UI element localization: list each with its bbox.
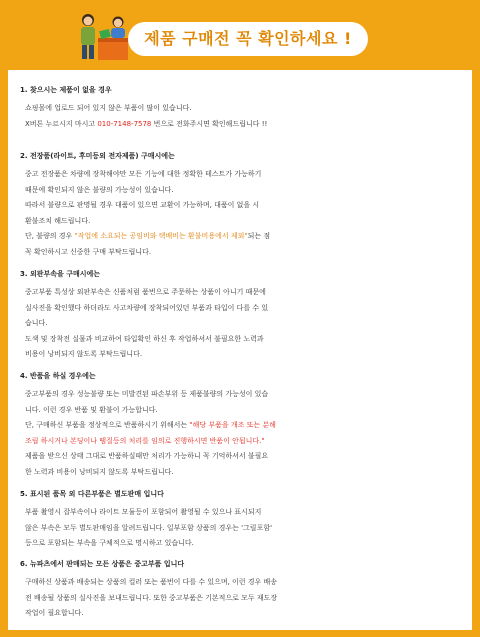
section-body [20, 575, 470, 622]
body-line: 중고부품의 경우 성능불량 또는 미발견된 파손부위 등 제품불량의 가능성이 있습 [25, 390, 269, 398]
section-body [20, 167, 470, 260]
body-text: 단, 구매하신 부품을 정상적으로 반품하시기 위해서는 [25, 421, 190, 429]
body-line: 않은 부속은 모두 별도판매임을 알려드립니다. 일부포함 상품의 경우는 '그릴포함' [25, 523, 273, 532]
body-line: 등으로 포함되는 부속을 구체적으로 명시하고 있습니다. [25, 539, 194, 547]
body-line [25, 229, 470, 245]
section-body [20, 505, 470, 552]
body-line: 때문에 확인되지 않은 불량의 가능성이 있습니다. [25, 185, 174, 194]
section-electrical-parts [20, 148, 470, 260]
body-line: 중고 전장품은 차량에 장착해야만 모든 기능에 대한 정확한 테스트가 가능하기 [25, 170, 262, 178]
section-exterior-parts [20, 266, 470, 363]
body-line: 구매하신 상품과 배송되는 상품의 컬러 또는 품번이 다를 수 있으며, 이런 경우 배송 [25, 578, 278, 586]
body-line: 비용이 낭비되지 않도록 부탁드립니다. [25, 350, 143, 358]
section-title: 4. 반품을 하실 경우에는 [20, 372, 96, 380]
shopper-at-counter-icon [74, 8, 134, 64]
section-body [20, 387, 470, 480]
notice-card [8, 70, 472, 630]
section-title: 6. 뉴파츠에서 판매되는 모든 상품은 중고부품 입니다 [20, 560, 185, 568]
body-text: 번으로 전화주시면 확인해드립니다 !! [151, 119, 268, 128]
body-line: 쇼핑몰에 업로드 되어 있지 않은 부품이 많이 있습니다. [25, 104, 192, 112]
body-line [25, 117, 470, 133]
section-used-parts [20, 556, 470, 622]
header [0, 0, 480, 68]
highlight-text: "작업에 소요되는 공임비와 택배비는 환불비용에서 제외" [74, 232, 248, 240]
page-title: 제품 구매전 꼭 확인하세요 ! [144, 29, 352, 48]
section-body [20, 101, 470, 132]
body-line: 부품 촬영시 잡부속이나 라이트 모듈등이 포함되어 촬영될 수 있으나 표시되지 [25, 508, 262, 516]
section-title: 3. 외판부속을 구매시에는 [20, 270, 101, 278]
body-line: 중고부품 특성상 외판부속은 신품처럼 품번으로 주문하는 상품이 아니기 때문에 [25, 288, 266, 296]
body-line: 따라서 불량으로 판명될 경우 대품이 있으면 교환이 가능하며, 대품이 없을 시 [25, 201, 260, 209]
body-line: 습니다. [25, 319, 48, 327]
body-line: 실사진을 확인했다 하더라도 사고차량에 장착되어있던 부품과 타입이 다를 수 있 [25, 303, 269, 312]
section-separate-sale [20, 486, 470, 552]
body-line: 도색 및 장착전 실물과 비교하여 타입확인 하신 후 작업하셔서 불필요한 노력과 [25, 334, 264, 343]
highlight-line: 조립 하시거나 본딩이나 땜질등의 처리를 임의로 진행하시면 반품이 안됩니다." [25, 436, 265, 445]
body-line: 환불조치 해드립니다. [25, 216, 91, 225]
body-line: 꼭 확인하시고 신중한 구매 부탁드립니다. [25, 247, 152, 256]
section-title: 2. 전장품(라이트, 후미등외 전자제품) 구매시에는 [20, 152, 175, 160]
section-missing-product [20, 82, 470, 132]
body-line [25, 418, 470, 434]
section-returns [20, 368, 470, 480]
body-line: 한 노력과 비용이 낭비되지 않도록 부탁드립니다. [25, 467, 174, 476]
section-title: 1. 찾으시는 제품이 없을 경우 [20, 86, 112, 94]
body-line: 제품을 받으신 상태 그대로 반품하실때만 처리가 가능하니 꼭 기억하셔서 불필요 [25, 452, 269, 460]
body-text: 되는 점 [247, 232, 271, 240]
body-line: 전 배송될 상품의 실사진을 보내드립니다. 또한 중고부품은 기본적으로 모두 재도장 [25, 593, 278, 602]
section-body [20, 285, 470, 363]
body-line: 니다. 이런 경우 반품 및 환불이 가능합니다. [25, 405, 158, 414]
highlight-text: "해당 부품을 개조 또는 분해 [189, 421, 276, 429]
body-text: X버튼 누르시지 마시고 [25, 119, 98, 128]
body-text: 단, 불량의 경우 [25, 232, 75, 240]
header-title-pill [128, 22, 368, 56]
phone-number: 010-7148-7578 [97, 119, 152, 128]
section-title: 5. 표시된 품목 외 다른부품은 별도판매 입니다 [20, 490, 164, 498]
body-line: 작업이 필요합니다. [25, 609, 84, 617]
